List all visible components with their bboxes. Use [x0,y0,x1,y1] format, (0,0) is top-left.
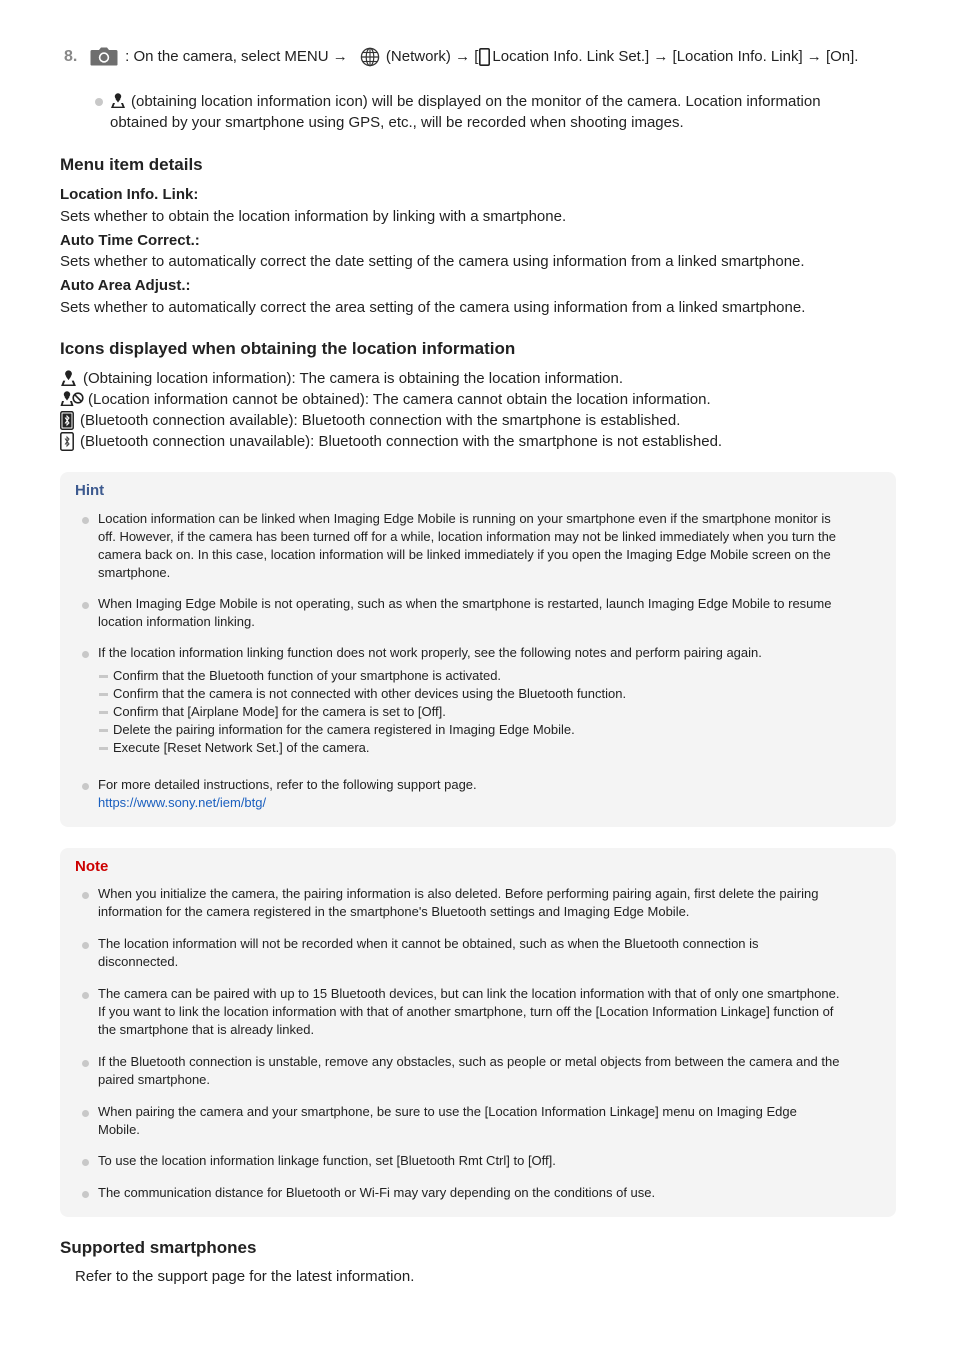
hint-subitem-text: Confirm that the camera is not connected with other devices using the Bluetooth function. [113,686,627,701]
hint-bullet [82,595,882,631]
camera-icon [90,47,118,66]
note-bullet-line: When pairing the camera and your smartphone, be sure to use the [Location Information Linkage] menu on Imaging Edge [98,1104,797,1119]
bullet-dot [82,783,89,790]
location-obtaining-icon [60,369,77,387]
supported-heading: Supported smartphones [60,1238,257,1257]
menu-item-label: Location Info. Link: [60,186,199,203]
icons-heading: Icons displayed when obtaining the location information [60,339,516,358]
hint-bullet [82,776,882,812]
note-bullet-line: The communication distance for Bluetooth or Wi-Fi may vary depending on the conditions of use. [98,1185,656,1200]
bullet-dot [82,1191,89,1198]
hint-box [60,472,896,827]
hint-bullet-line: location information linking. [98,614,255,629]
bluetooth-available-icon [60,411,74,430]
bullet-dot [95,98,103,106]
bullet-dot [82,992,89,999]
note-bullet [82,1053,882,1089]
icon-item [60,369,623,387]
dash-marker [99,711,108,714]
note-bullet-line: the smartphone that is already linked. [98,1022,315,1037]
bullet-dot [82,1110,89,1117]
hint-bullet-line: camera back on. In this case, location information will be linked immediately if you open the Imaging Edge Mobile screen on the [98,547,831,562]
hint-title: Hint [75,482,105,499]
hint-subitem [99,721,575,739]
menu-item-desc: Sets whether to automatically correct the date setting of the camera using information from a linked smartphone. [60,253,805,270]
hint-bullet-line: When Imaging Edge Mobile is not operating, such as when the smartphone is restarted, launch Imaging Edge Mobile to resume [98,596,832,611]
bullet-dot [82,1159,89,1166]
support-link[interactable]: https://www.sony.net/iem/btg/ [98,795,267,810]
note-bullet [82,935,882,971]
hint-bullet-line: smartphone. [98,565,171,580]
icon-item [60,390,711,408]
bullet-dot [82,517,89,524]
dash-marker [99,693,108,696]
note-bullet-line: The camera can be paired with up to 15 Bluetooth devices, but can link the location information with that of only one smartphone. [98,986,840,1001]
hint-subitem-text: Confirm that [Airplane Mode] for the camera is set to [Off]. [113,704,446,719]
note-bullet [82,1184,882,1202]
icon-item-text: (Location information cannot be obtained): The camera cannot obtain the location information. [88,390,711,408]
note-bullet [82,985,882,1039]
hint-subitem-text: Delete the pairing information for the camera registered in Imaging Edge Mobile. [113,722,575,737]
note-box [60,848,896,1217]
note-bullet-line: When you initialize the camera, the pairing information is also deleted. Before performing pairing again, first delete the pairing [98,886,819,901]
menu-item-label: Auto Area Adjust.: [60,277,191,294]
step-sub-bullet [95,91,895,133]
bullet-dot [82,1060,89,1067]
network-globe-icon [360,47,380,67]
hint-bullet [82,644,882,662]
bullet-dot [82,651,89,658]
note-bullet-line: The location information will not be recorded when it cannot be obtained, such as when the Bluetooth connection is [98,936,759,951]
icon-item [60,411,680,430]
bullet-dot [82,892,89,899]
hint-bullet-line: off. However, if the camera has been turned off for a while, location information may not be linked immediately when you turn the [98,529,837,544]
hint-bullet-line: If the location information linking function does not work properly, see the following notes and perform pairing again. [98,645,762,660]
icon-item [60,432,722,451]
step-number: 8. [64,48,78,65]
location-unavailable-icon [60,390,84,408]
dash-marker [99,675,108,678]
menu-details-heading: Menu item details [60,155,203,174]
hint-subitem-text: Execute [Reset Network Set.] of the camera. [113,740,370,755]
note-bullet [82,885,882,921]
note-bullet-line: Mobile. [98,1122,140,1137]
bluetooth-unavailable-icon [60,432,74,451]
note-bullet-line: To use the location information linkage function, set [Bluetooth Rmt Ctrl] to [Off]. [98,1153,556,1168]
step-text-2: (Network) → [ [385,48,479,65]
supported-text: Refer to the support page for the latest information. [75,1268,415,1285]
hint-bullet [82,510,882,582]
bullet-dot [82,602,89,609]
note-bullet-line: If you want to link the location information with that of another smartphone, turn off the [Location Information Linkage] function of [98,1004,834,1019]
note-bullet [82,1152,882,1170]
bullet-dot [82,942,89,949]
note-bullet-line: disconnected. [98,954,179,969]
hint-subitem-text: Confirm that the Bluetooth function of your smartphone is activated. [113,668,502,683]
note-bullet-line: If the Bluetooth connection is unstable, remove any obstacles, such as people or metal objects from between the camera and the [98,1054,840,1069]
sub-bullet-line-1: (obtaining location information icon) will be displayed on the monitor of the camera. Location information [131,93,821,110]
icon-item-text: (Bluetooth connection unavailable): Bluetooth connection with the smartphone is not established. [80,433,723,450]
dash-marker [99,729,108,732]
menu-item-desc: Sets whether to obtain the location information by linking with a smartphone. [60,208,567,225]
smartphone-icon [479,48,490,66]
note-bullet-line: information for the camera registered in the smartphone's Bluetooth settings and Imaging Edge Mobile. [98,904,690,919]
hint-subitem [99,739,370,757]
hint-bullet-line: For more detailed instructions, refer to the following support page. [98,777,477,792]
dash-marker [99,747,108,750]
step-8 [64,46,924,67]
note-bullet-line: paired smartphone. [98,1072,211,1087]
note-bullet [82,1103,882,1139]
sub-bullet-line-2: obtained by your smartphone using GPS, etc., will be recorded when shooting images. [110,114,684,131]
location-obtaining-icon [110,92,126,109]
menu-item-desc: Sets whether to automatically correct the area setting of the camera using information from a linked smartphone. [60,299,806,316]
menu-item-label: Auto Time Correct.: [60,232,200,249]
icon-item-text: (Bluetooth connection available): Bluetooth connection with the smartphone is established. [80,412,681,429]
hint-subitem [99,685,626,703]
step-text-1: : On the camera, select MENU → [121,48,352,65]
hint-bullet-line: Location information can be linked when Imaging Edge Mobile is running on your smartphone even if the smartphone monitor is [98,511,831,526]
icon-item-text: (Obtaining location information): The camera is obtaining the location information. [83,369,624,387]
step-text-3: Location Info. Link Set.] → [Location Info. Link] → [On]. [492,48,859,65]
hint-subitem [99,667,501,685]
hint-subitem [99,703,446,721]
note-title: Note [75,858,109,875]
